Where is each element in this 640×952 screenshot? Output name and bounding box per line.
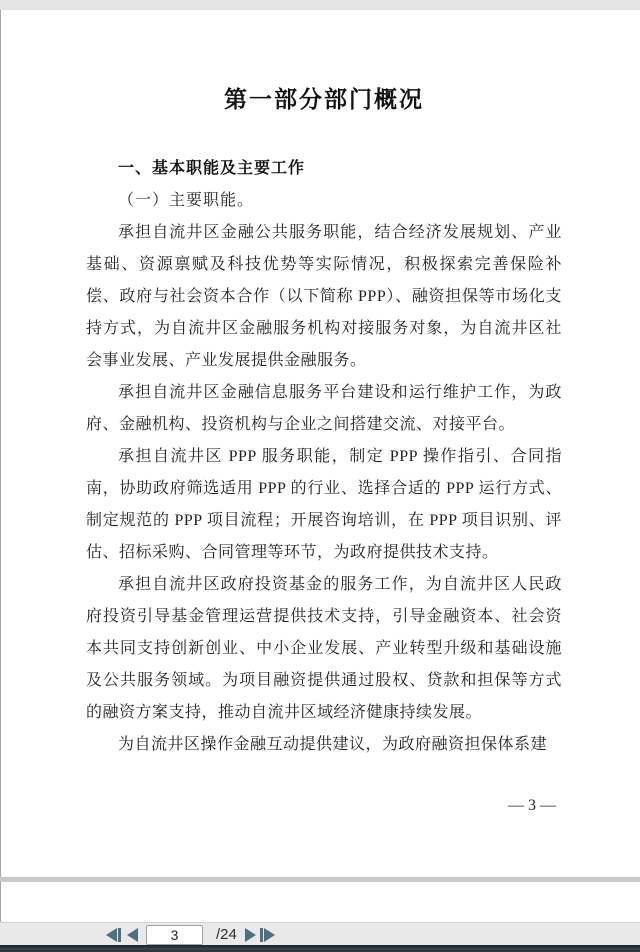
window-bottom-bar xyxy=(0,945,640,952)
next-document-page xyxy=(0,882,640,922)
next-page-icon xyxy=(245,928,256,942)
section-heading: 一、基本职能及主要工作 xyxy=(118,160,306,177)
page-number-input[interactable] xyxy=(146,925,203,945)
first-page-icon xyxy=(118,928,121,942)
last-page-icon xyxy=(264,928,275,942)
pager-toolbar xyxy=(0,922,640,945)
last-page-icon xyxy=(260,928,263,942)
next-page-button[interactable] xyxy=(245,928,256,942)
paragraph: 承担自流井区政府投资基金的服务工作，为自流井区人民政府投资引导基金管理运营提供技术支持，引导金融资本、社会资本共同支持创新创业、中小企业发展、产业转型升级和基础设施及公共服务领域。为项目融资提供通过股权、贷款和担保等方式的融资方案支持，推动自流井区域经济健康持续发展。 xyxy=(86,576,562,721)
document-title: 第一部分部门概况 xyxy=(224,86,424,112)
paragraph: 承担自流井区金融公共服务职能，结合经济发展规划、产业基础、资源禀赋及科技优势等实际情况，积极探索完善保险补偿、政府与社会资本合作（以下简称 PPP）、融资担保等市场化支持方式，为自流井区金融服务机构对接服务对象，为自流井区社会事业发展、产业发展提供金融服务。 xyxy=(86,224,562,369)
document-content xyxy=(86,10,562,817)
first-page-button[interactable] xyxy=(106,928,121,942)
paragraph: 承担自流井区金融信息服务平台建设和运行维护工作，为政府、金融机构、投资机构与企业之间搭建交流、对接平台。 xyxy=(86,384,562,433)
previous-page-icon xyxy=(127,928,138,942)
last-page-button[interactable] xyxy=(260,928,275,942)
previous-page-button[interactable] xyxy=(127,928,138,942)
page-number-label: — 3 — xyxy=(508,797,556,814)
first-page-icon xyxy=(106,928,117,942)
pager-controls xyxy=(106,923,275,946)
page-total-label: /24 xyxy=(216,926,237,943)
paragraph: 承担自流井区 PPP 服务职能，制定 PPP 操作指引、合同指南，协助政府筛选适用 PPP 的行业、选择合适的 PPP 运行方式、制定规范的 PPP 项目流程；开展咨询培训，在 PPP 项目识别、评估、招标采购、合同管理等环节，为政府提供技术支持。 xyxy=(86,448,562,561)
paragraph: 为自流井区操作金融互动提供建议，为政府融资担保体系建 xyxy=(118,736,548,753)
subsection-heading: （一）主要职能。 xyxy=(118,192,255,209)
document-page xyxy=(0,10,640,877)
